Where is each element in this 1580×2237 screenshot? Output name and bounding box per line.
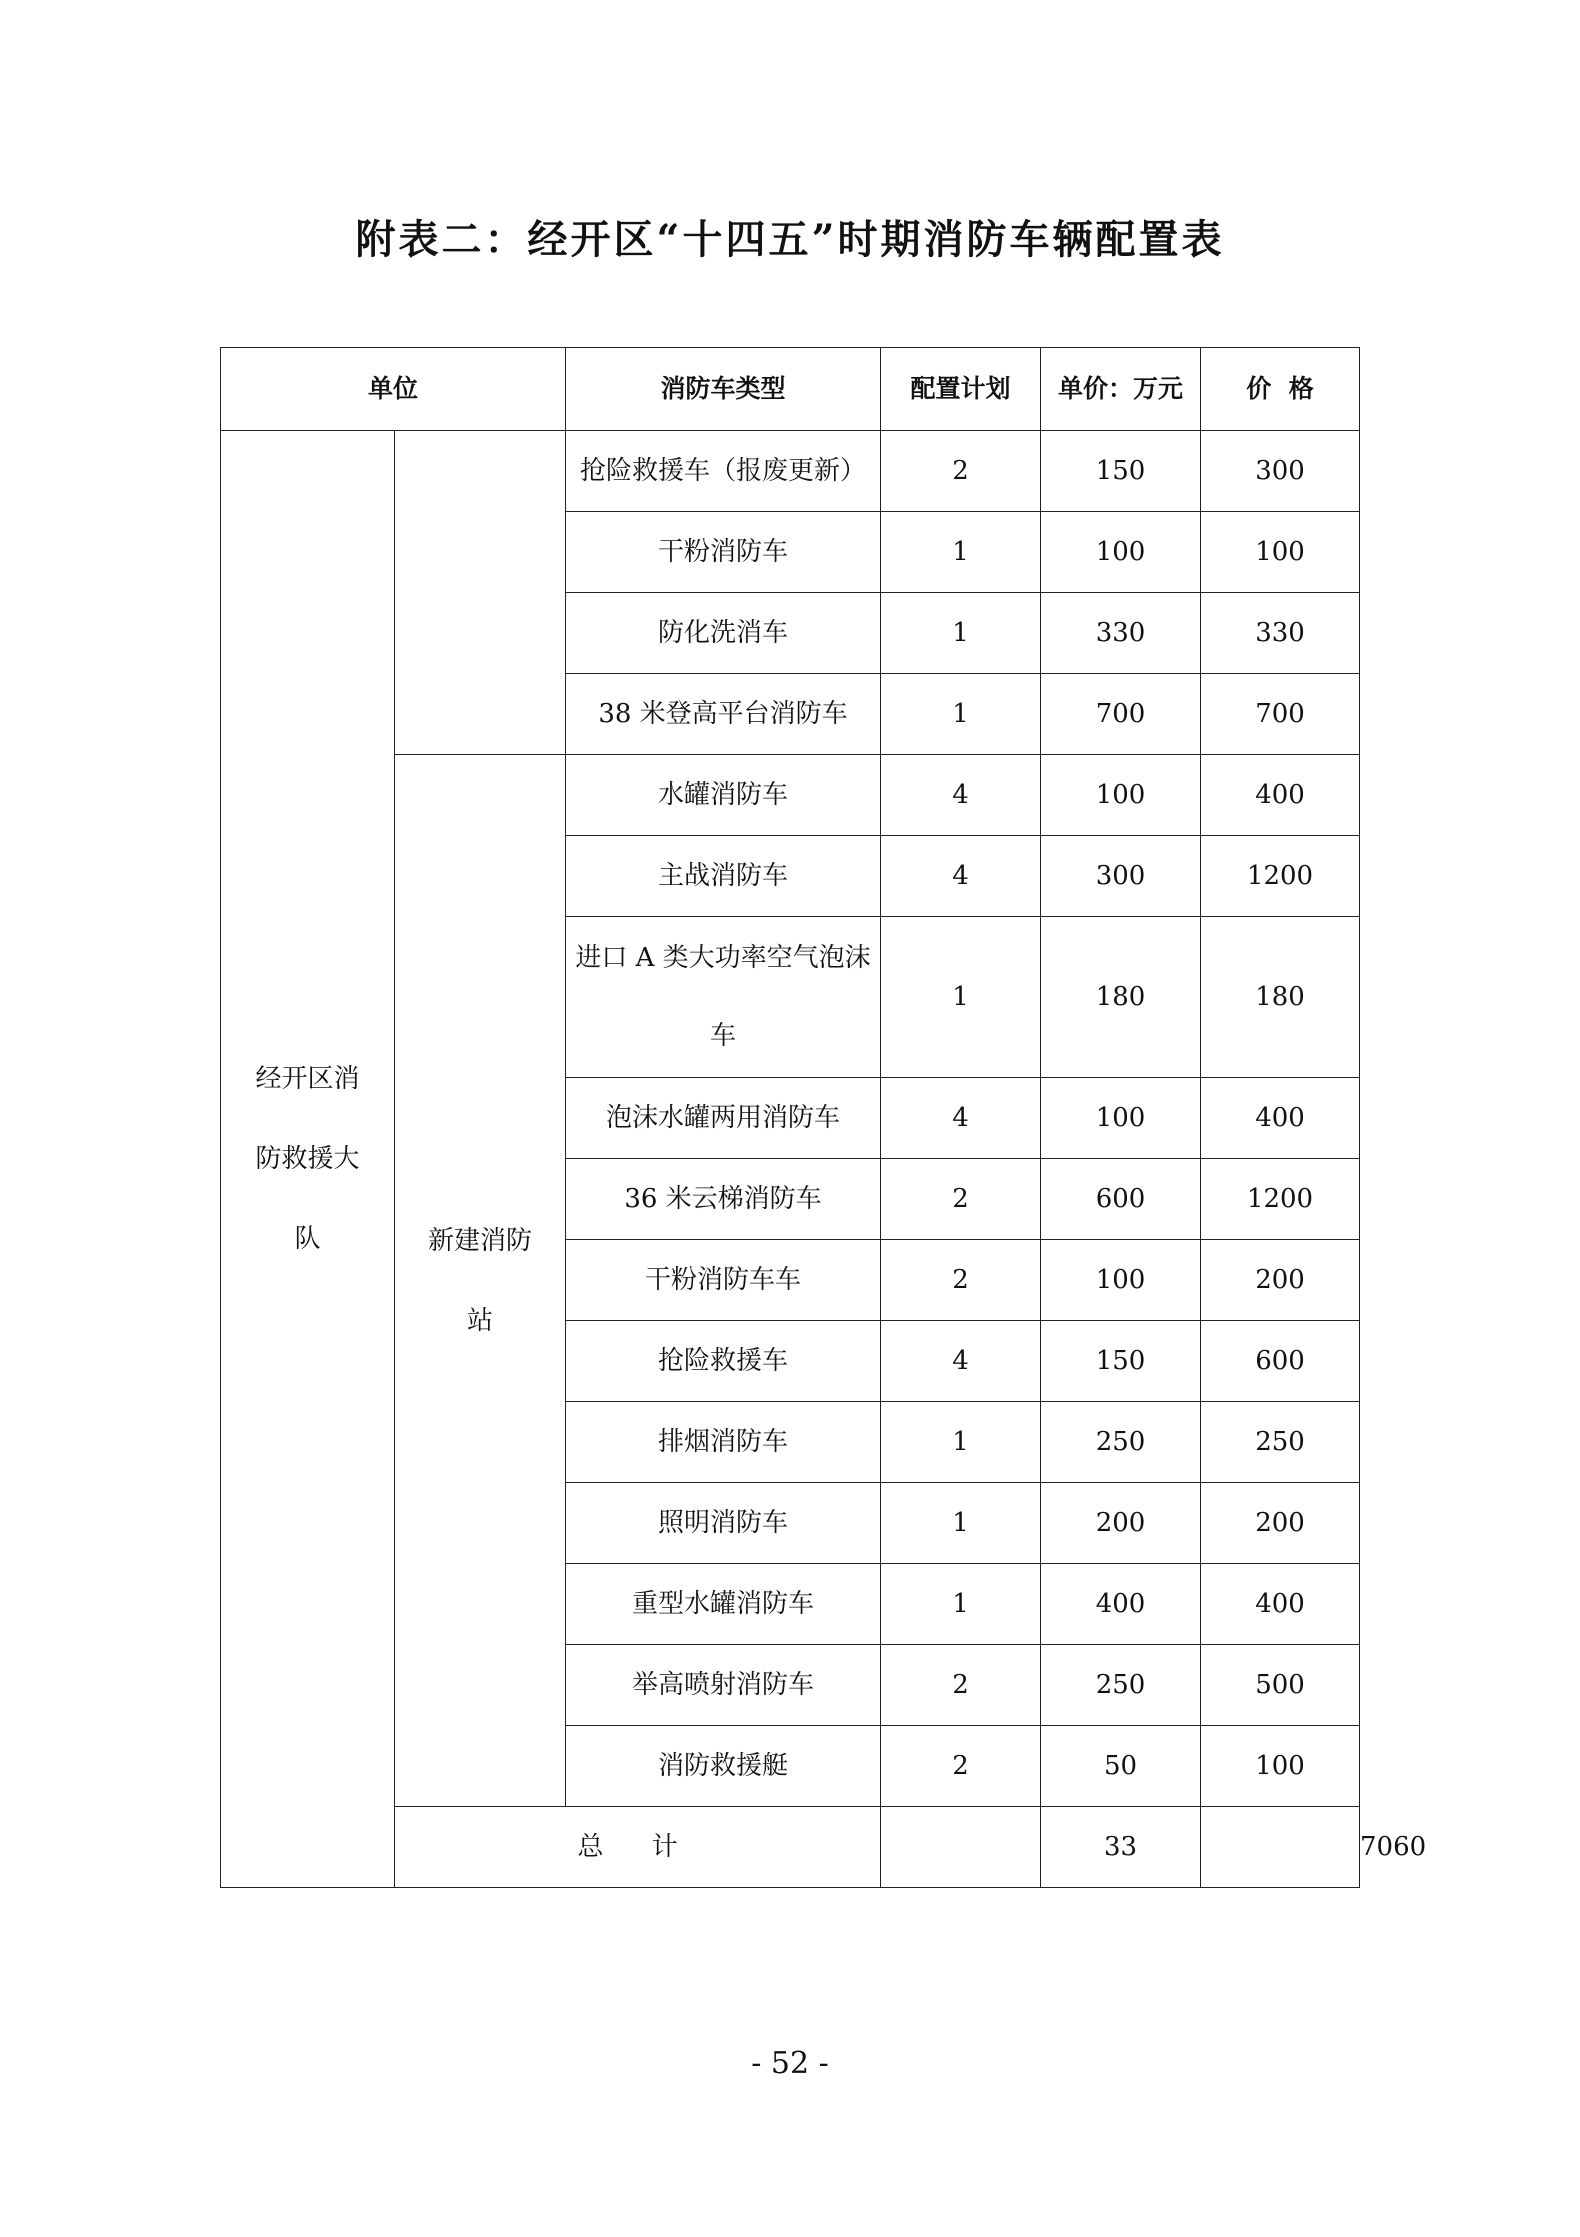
type-cell: 重型水罐消防车	[566, 1564, 881, 1645]
price-cell: 400	[1201, 1078, 1360, 1159]
unit-price-cell: 400	[1041, 1564, 1201, 1645]
plan-cell: 4	[881, 836, 1041, 917]
type-cell: 防化洗消车	[566, 593, 881, 674]
type-cell: 主战消防车	[566, 836, 881, 917]
total-label: 总 计	[395, 1807, 881, 1888]
plan-cell: 1	[881, 1483, 1041, 1564]
price-cell: 600	[1201, 1321, 1360, 1402]
plan-cell: 1	[881, 917, 1041, 1078]
station-new-cell	[395, 755, 566, 1807]
price-cell: 100	[1201, 512, 1360, 593]
unit-price-cell: 100	[1041, 755, 1201, 836]
unit-price-cell: 100	[1041, 512, 1201, 593]
price-cell: 100	[1201, 1726, 1360, 1807]
type-cell: 水罐消防车	[566, 755, 881, 836]
plan-cell: 2	[881, 1240, 1041, 1321]
price-cell: 1200	[1201, 1159, 1360, 1240]
type-cell: 38 米登高平台消防车	[566, 674, 881, 755]
unit-name: 经开区消防救援大队	[255, 1064, 360, 1254]
price-cell: 200	[1201, 1240, 1360, 1321]
price-cell: 700	[1201, 674, 1360, 755]
plan-cell: 4	[881, 1078, 1041, 1159]
page-title: 附表二：经开区“十四五”时期消防车辆配置表	[355, 216, 1225, 263]
total-type-cell	[881, 1807, 1041, 1888]
type-cell: 泡沫水罐两用消防车	[566, 1078, 881, 1159]
type-multiline-text: 进口 A 类大功率空气泡沫车	[575, 943, 871, 1051]
unit-price-cell: 700	[1041, 674, 1201, 755]
header-plan: 配置计划	[881, 348, 1041, 431]
type-cell	[566, 917, 881, 1078]
table-row	[221, 431, 1360, 512]
header-unit: 单位	[221, 348, 566, 431]
price-cell: 200	[1201, 1483, 1360, 1564]
type-cell: 照明消防车	[566, 1483, 881, 1564]
type-cell: 抢险救援车（报废更新）	[566, 431, 881, 512]
price-cell: 1200	[1201, 836, 1360, 917]
price-cell: 250	[1201, 1402, 1360, 1483]
header-unit-price: 单价：万元	[1041, 348, 1201, 431]
type-cell: 排烟消防车	[566, 1402, 881, 1483]
plan-cell: 1	[881, 674, 1041, 755]
unit-price-cell: 250	[1041, 1645, 1201, 1726]
type-cell: 抢险救援车	[566, 1321, 881, 1402]
type-cell: 36 米云梯消防车	[566, 1159, 881, 1240]
price-cell: 330	[1201, 593, 1360, 674]
unit-price-cell: 250	[1041, 1402, 1201, 1483]
plan-cell: 2	[881, 1645, 1041, 1726]
total-row: 总 计 33 7060	[221, 1807, 1360, 1888]
unit-price-cell: 200	[1041, 1483, 1201, 1564]
header-row	[221, 348, 1360, 431]
header-type: 消防车类型	[566, 348, 881, 431]
unit-price-cell: 100	[1041, 1078, 1201, 1159]
plan-cell: 1	[881, 1402, 1041, 1483]
unit-price-cell: 100	[1041, 1240, 1201, 1321]
unit-price-cell: 600	[1041, 1159, 1201, 1240]
type-cell: 消防救援艇	[566, 1726, 881, 1807]
unit-price-cell: 50	[1041, 1726, 1201, 1807]
plan-cell: 2	[881, 1159, 1041, 1240]
unit-price-cell: 300	[1041, 836, 1201, 917]
price-cell: 400	[1201, 1564, 1360, 1645]
unit-price-cell: 150	[1041, 1321, 1201, 1402]
plan-cell: 4	[881, 1321, 1041, 1402]
vehicle-config-table	[220, 347, 1427, 1888]
total-plan-cell: 33	[1041, 1807, 1201, 1888]
plan-cell: 2	[881, 431, 1041, 512]
header-price: 价 格	[1201, 348, 1360, 431]
unit-price-cell: 180	[1041, 917, 1201, 1078]
plan-cell: 1	[881, 512, 1041, 593]
total-unit-price-cell	[1201, 1807, 1360, 1888]
price-cell: 500	[1201, 1645, 1360, 1726]
price-cell: 400	[1201, 755, 1360, 836]
plan-cell: 4	[881, 755, 1041, 836]
type-cell: 举高喷射消防车	[566, 1645, 881, 1726]
unit-cell	[221, 431, 395, 1888]
plan-cell: 1	[881, 593, 1041, 674]
station-new-name: 新建消防站	[427, 1225, 532, 1336]
plan-cell: 1	[881, 1564, 1041, 1645]
station-existing-cell	[395, 431, 566, 755]
unit-price-cell: 330	[1041, 593, 1201, 674]
price-cell: 180	[1201, 917, 1360, 1078]
type-cell: 干粉消防车车	[566, 1240, 881, 1321]
plan-cell: 2	[881, 1726, 1041, 1807]
page-number: - 52 -	[751, 2046, 829, 2081]
type-cell: 干粉消防车	[566, 512, 881, 593]
price-cell: 300	[1201, 431, 1360, 512]
unit-price-cell: 150	[1041, 431, 1201, 512]
